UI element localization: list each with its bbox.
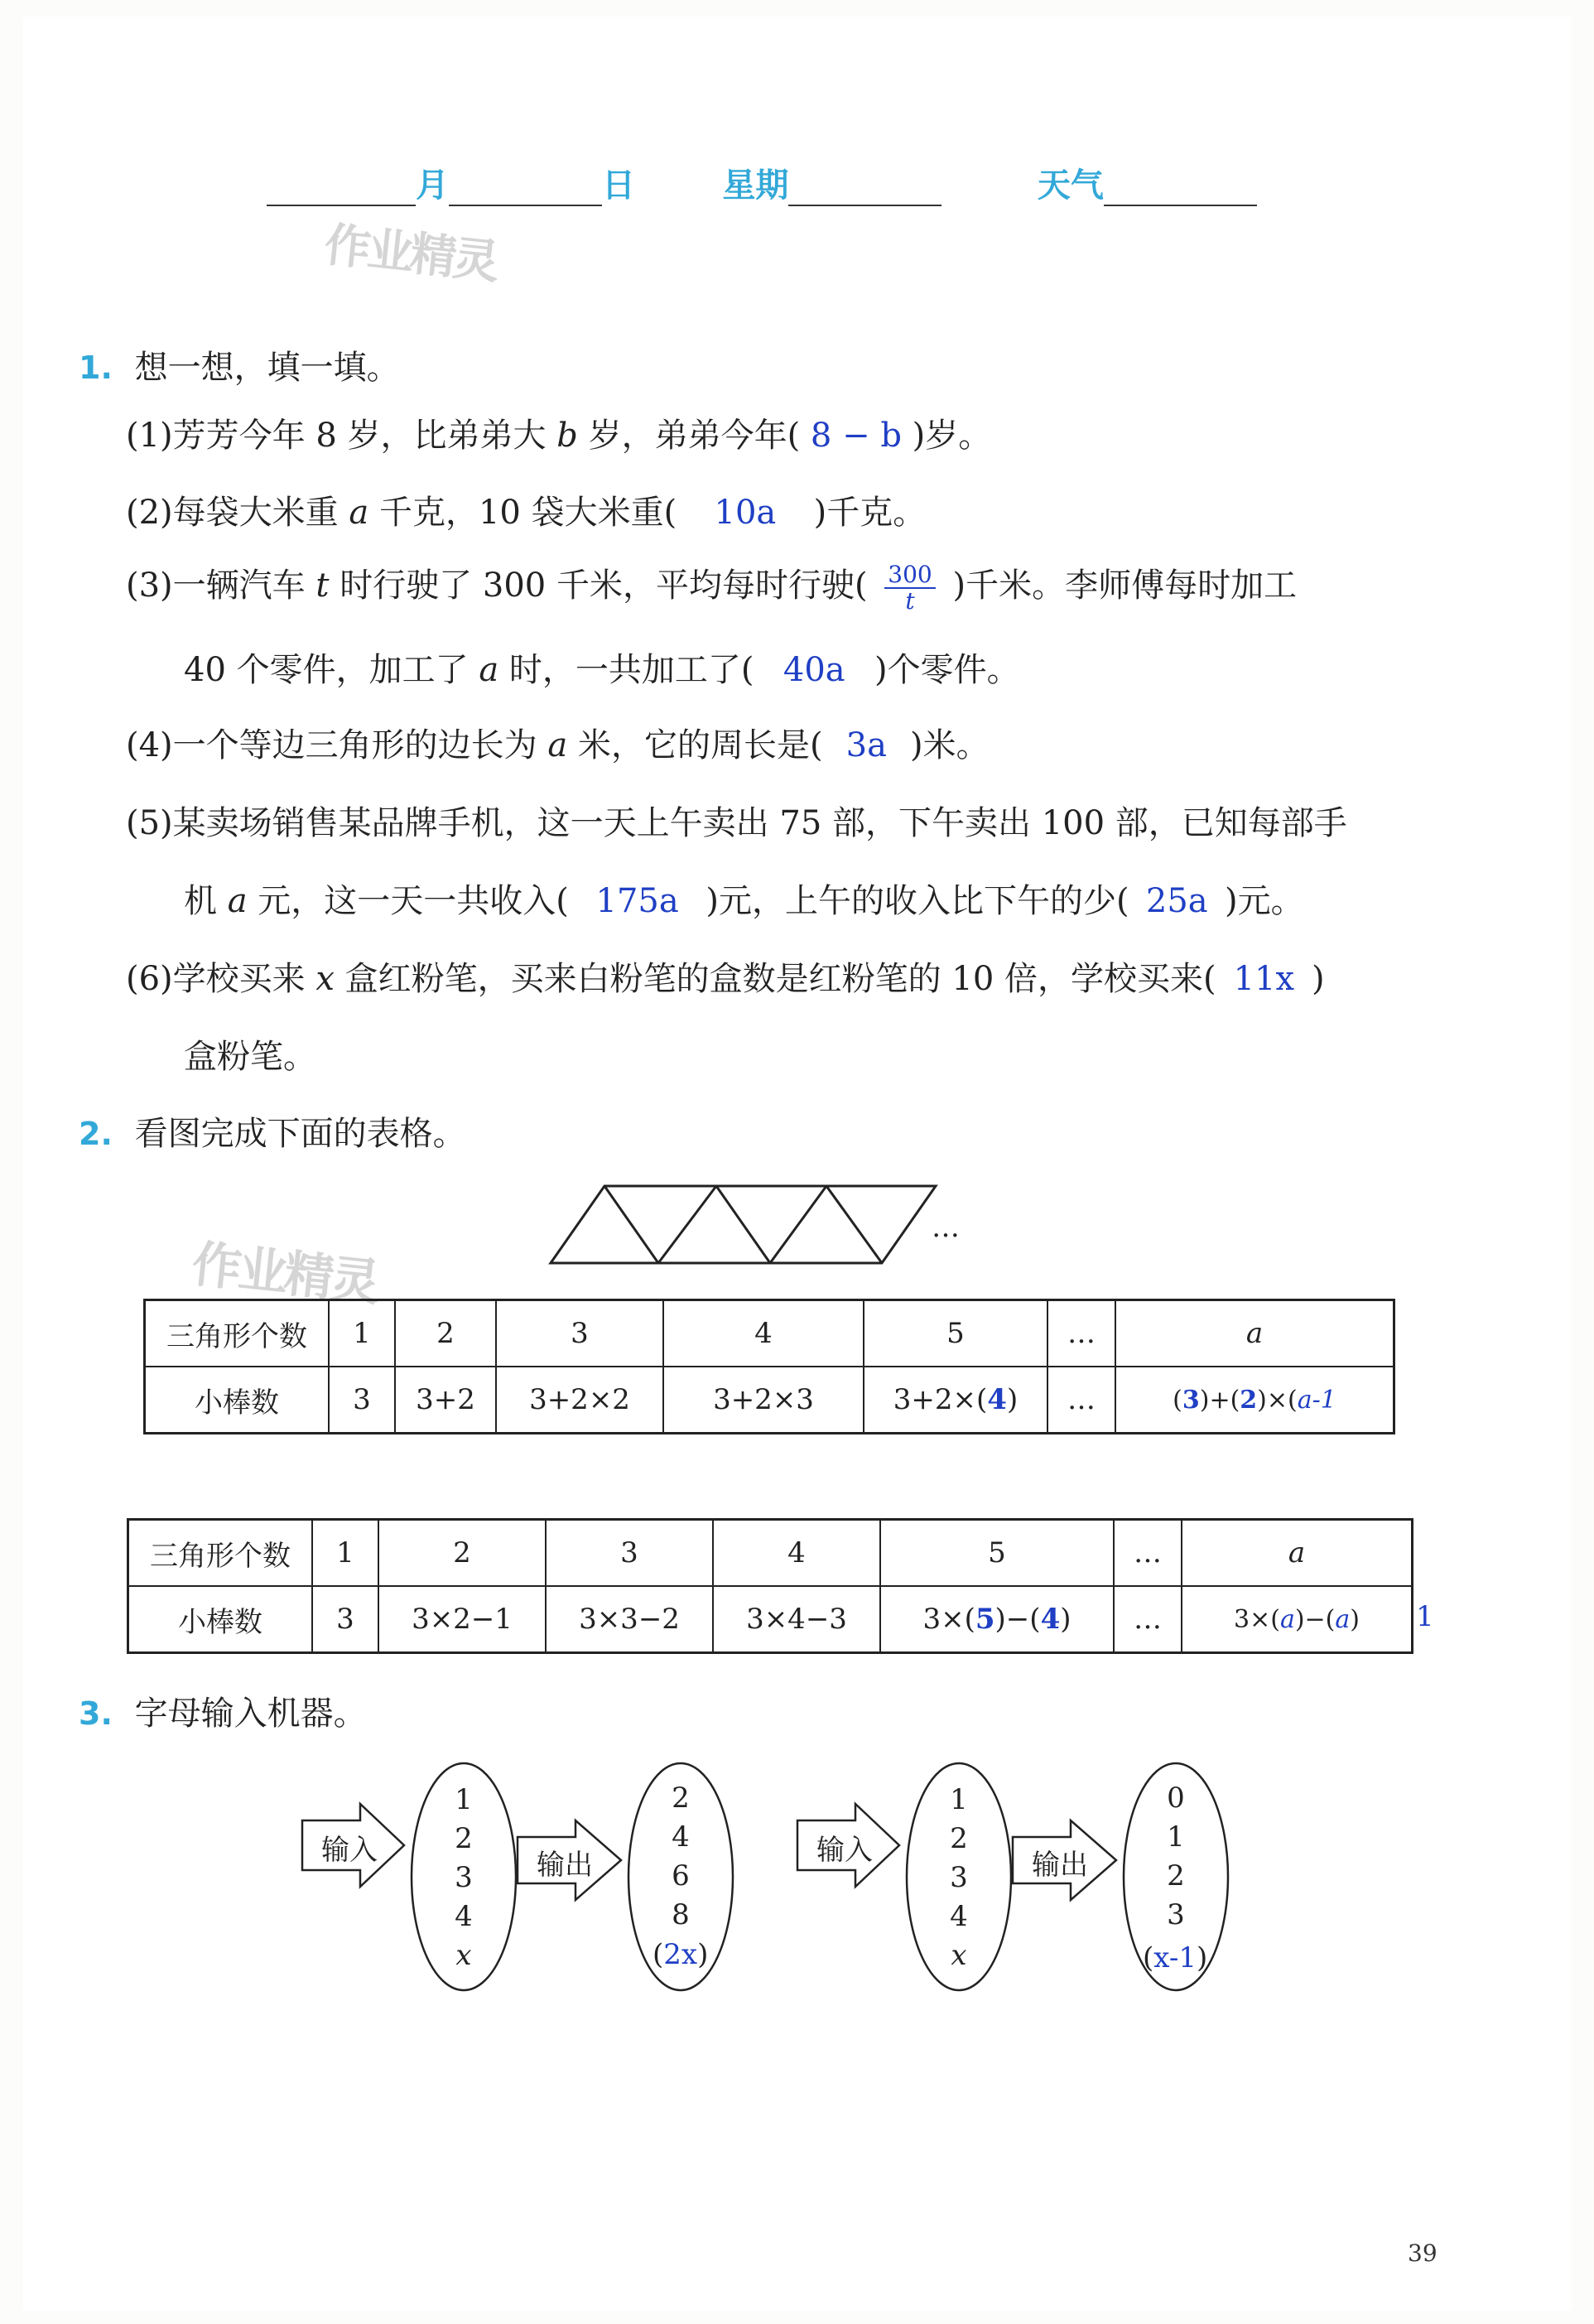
answer[interactable]: a-1 [1297, 1385, 1336, 1415]
day-blank[interactable] [449, 171, 602, 206]
table-cell: 3×2−1 [378, 1586, 546, 1653]
text: )千克。 [813, 494, 927, 532]
machine-1-input-label: 输入 [321, 1834, 378, 1867]
text: )元，上午的收入比下午的少( [706, 882, 1129, 920]
strip-edge [826, 1186, 882, 1263]
table-cell: 1 [312, 1520, 378, 1587]
text: ( [1173, 1385, 1182, 1415]
answer-4[interactable]: 3a [845, 726, 887, 764]
table-cell: 3 [312, 1586, 378, 1653]
text: ) [1060, 1603, 1071, 1636]
variable: a [227, 882, 248, 920]
table-cell: 3+2 [395, 1367, 496, 1434]
machine-1-output-label: 输出 [537, 1849, 593, 1882]
weather-blank[interactable] [1104, 171, 1257, 206]
table-cell-answer [1115, 1367, 1394, 1434]
machine-1-outputs [671, 1779, 691, 1935]
table-row [145, 1300, 1394, 1367]
table-cell-answer [1182, 1586, 1413, 1653]
answer[interactable]: 3 [1182, 1385, 1200, 1415]
machine-1-answer-slot: (2x) [653, 1938, 709, 1971]
q1-item-2 [126, 486, 926, 533]
strip-edge [716, 1186, 770, 1263]
text: (6)学校买来 [126, 960, 306, 998]
text: )岁。 [912, 417, 992, 455]
text: ) [1350, 1604, 1360, 1634]
text: 米，它的周长是( [577, 726, 823, 764]
table-cell: 5 [864, 1300, 1047, 1367]
fraction-numerator: 300 [884, 562, 935, 589]
answer-1[interactable]: 8 − b [810, 417, 902, 455]
variable: t [315, 567, 330, 605]
table-cell: 5 [880, 1520, 1114, 1587]
text: ) [1312, 960, 1325, 998]
text: 3×( [1234, 1604, 1280, 1634]
input-value: 3 [950, 1861, 968, 1894]
answer-3-fraction[interactable] [884, 562, 935, 614]
table-2 [127, 1518, 1413, 1654]
text: (4)一个等边三角形的边长为 [126, 726, 537, 764]
machine-2-answer[interactable]: x-1 [1153, 1941, 1197, 1974]
table-cell: 3×4−3 [713, 1586, 880, 1653]
q1-item-1 [126, 409, 991, 456]
text: (5)某卖场销售某品牌手机，这一天上午卖出 75 部，下午卖出 100 部，已知每部手 [126, 804, 1347, 842]
table-cell: 4 [713, 1520, 880, 1587]
text: 盒红粉笔，买来白粉笔的盒数是红粉笔的 10 倍，学校买来( [344, 960, 1216, 998]
input-value: 1 [455, 1783, 473, 1816]
answer-5a[interactable]: 175a [595, 882, 679, 920]
strip-edge [658, 1186, 716, 1263]
table-cell: 小棒数 [145, 1367, 330, 1434]
text: 元，这一天一共收入( [258, 882, 569, 920]
answer-6[interactable]: 11x [1233, 960, 1295, 998]
answer[interactable]: 5 [975, 1603, 995, 1636]
text: (1)芳芳今年 8 岁，比弟弟大 [126, 417, 547, 455]
machine-2-outputs [1166, 1779, 1186, 1935]
variable: a [547, 726, 568, 764]
table-cell: 2 [395, 1300, 496, 1367]
table-row [145, 1367, 1394, 1434]
table-cell: 小棒数 [128, 1586, 313, 1653]
month-label: 月 [416, 166, 449, 205]
table-cell: a [1115, 1300, 1394, 1367]
text: (2)每袋大米重 [126, 494, 339, 532]
weather-label: 天气 [1037, 166, 1104, 205]
table-cell: 2 [378, 1520, 546, 1587]
answer-3b[interactable]: 40a [783, 651, 845, 689]
table-cell: 4 [663, 1300, 864, 1367]
table-cell: 三角形个数 [145, 1300, 330, 1367]
table-cell: a [1182, 1520, 1413, 1587]
day-label: 日 [602, 166, 635, 205]
page-number: 39 [1408, 2240, 1437, 2267]
text: 3×( [922, 1603, 975, 1636]
table-cell: … [1114, 1586, 1182, 1653]
text: 盒粉笔。 [184, 1038, 316, 1076]
q1-item-5-cont [184, 875, 1304, 922]
answer[interactable]: 2 [1240, 1385, 1258, 1415]
text: 3+2×( [893, 1383, 988, 1416]
table-cell: … [1047, 1300, 1115, 1367]
q3-heading [79, 1687, 367, 1734]
date-header [267, 159, 1257, 206]
text: 时，一共加工了( [508, 651, 754, 689]
weekday-blank[interactable] [788, 171, 941, 206]
answer[interactable]: a [1279, 1604, 1295, 1634]
table-cell: … [1114, 1520, 1182, 1587]
output-value: 1 [1167, 1820, 1185, 1854]
output-value: 3 [1167, 1898, 1185, 1931]
input-value: 2 [950, 1822, 968, 1855]
output-value: 2 [672, 1782, 690, 1815]
q1-item-3 [126, 559, 1297, 614]
machine-1-answer[interactable]: 2x [663, 1938, 698, 1971]
text: )千米。李师傅每时加工 [952, 567, 1298, 605]
variable: b [556, 417, 578, 455]
variable: x [315, 960, 335, 998]
strip-edge [770, 1186, 826, 1263]
output-value: 8 [672, 1898, 690, 1931]
table-1 [143, 1299, 1395, 1434]
q2-title: 看图完成下面的表格。 [134, 1115, 466, 1153]
watermark-2: 作业精灵 [189, 1235, 380, 1313]
text: )−( [994, 1603, 1041, 1636]
input-value: 2 [455, 1822, 473, 1855]
text: )个零件。 [874, 651, 1020, 689]
table-cell: … [1047, 1367, 1115, 1434]
answer[interactable]: a [1335, 1604, 1351, 1634]
output-value: 0 [1167, 1782, 1185, 1815]
table-cell: 3×3−2 [546, 1586, 713, 1653]
month-blank[interactable] [267, 171, 416, 206]
answer[interactable]: 4 [987, 1383, 1007, 1416]
machine-2-answer-slot: (x-1) [1143, 1941, 1208, 1974]
table-cell: 3 [546, 1520, 713, 1587]
q1-item-3-cont [184, 644, 1020, 691]
text: 千克，10 袋大米重( [378, 494, 677, 532]
machine-1-inputs [454, 1781, 474, 1975]
input-value: 3 [455, 1861, 473, 1894]
q3-title: 字母输入机器。 [134, 1695, 367, 1733]
text: 岁，弟弟今年( [588, 417, 801, 455]
q3-number: 3. [79, 1695, 113, 1732]
output-value: 4 [672, 1820, 690, 1854]
q1-item-4 [126, 719, 990, 766]
answer-5b[interactable]: 25a [1145, 882, 1208, 920]
text: )元。 [1225, 882, 1304, 920]
text: )+( [1199, 1385, 1240, 1415]
table-cell-answer [864, 1367, 1047, 1434]
q2-number: 2. [79, 1116, 113, 1152]
strip-edge [604, 1186, 658, 1263]
table-2-overflow-answer[interactable]: 1 [1416, 1600, 1434, 1633]
text: ) [1006, 1383, 1019, 1416]
input-value: x [951, 1939, 967, 1972]
text: 40 个零件，加工了 [184, 651, 469, 689]
answer[interactable]: 4 [1040, 1603, 1061, 1636]
text: )×( [1257, 1385, 1298, 1415]
machine-2-input-label: 输入 [816, 1834, 873, 1867]
q1-item-6 [126, 952, 1325, 1000]
machine-2-output-label: 输出 [1032, 1849, 1088, 1882]
answer-2[interactable]: 10a [714, 494, 777, 532]
table-cell: 三角形个数 [128, 1520, 313, 1587]
table-cell: 3 [496, 1300, 663, 1367]
text: )−( [1294, 1604, 1336, 1634]
watermark: 作业精灵 [321, 218, 499, 290]
table-cell: 3+2×3 [663, 1367, 864, 1434]
input-value: 1 [950, 1783, 968, 1816]
q1-number: 1. [79, 350, 113, 386]
q2-heading [79, 1107, 466, 1155]
table-cell: 3+2×2 [496, 1367, 663, 1434]
weekday-label: 星期 [722, 166, 789, 205]
figure-ellipsis: … [932, 1211, 960, 1244]
q1-title: 想一想，填一填。 [134, 349, 400, 387]
table-cell-answer [880, 1586, 1114, 1653]
machine-2-inputs [949, 1781, 969, 1975]
text: (3)一辆汽车 [126, 567, 306, 605]
input-value: x [455, 1939, 472, 1972]
triangle-strip-figure [547, 1183, 944, 1267]
q1-item-6-cont [184, 1030, 316, 1078]
table-row [128, 1520, 1413, 1587]
input-value: 4 [455, 1900, 473, 1933]
q1-heading [79, 341, 400, 388]
variable: a [479, 651, 499, 689]
output-value: 2 [1167, 1859, 1185, 1892]
q1-item-5 [126, 797, 1347, 844]
table-row [128, 1586, 1413, 1653]
table-cell: 3 [329, 1367, 395, 1434]
variable: a [349, 494, 369, 532]
table-cell: 1 [329, 1300, 395, 1367]
text: 时行驶了 300 千米，平均每时行驶( [340, 567, 868, 605]
input-value: 4 [950, 1900, 968, 1933]
output-value: 6 [672, 1859, 690, 1892]
text: 机 [184, 882, 217, 920]
text: )米。 [910, 726, 990, 764]
fraction-denominator: t [905, 587, 915, 615]
